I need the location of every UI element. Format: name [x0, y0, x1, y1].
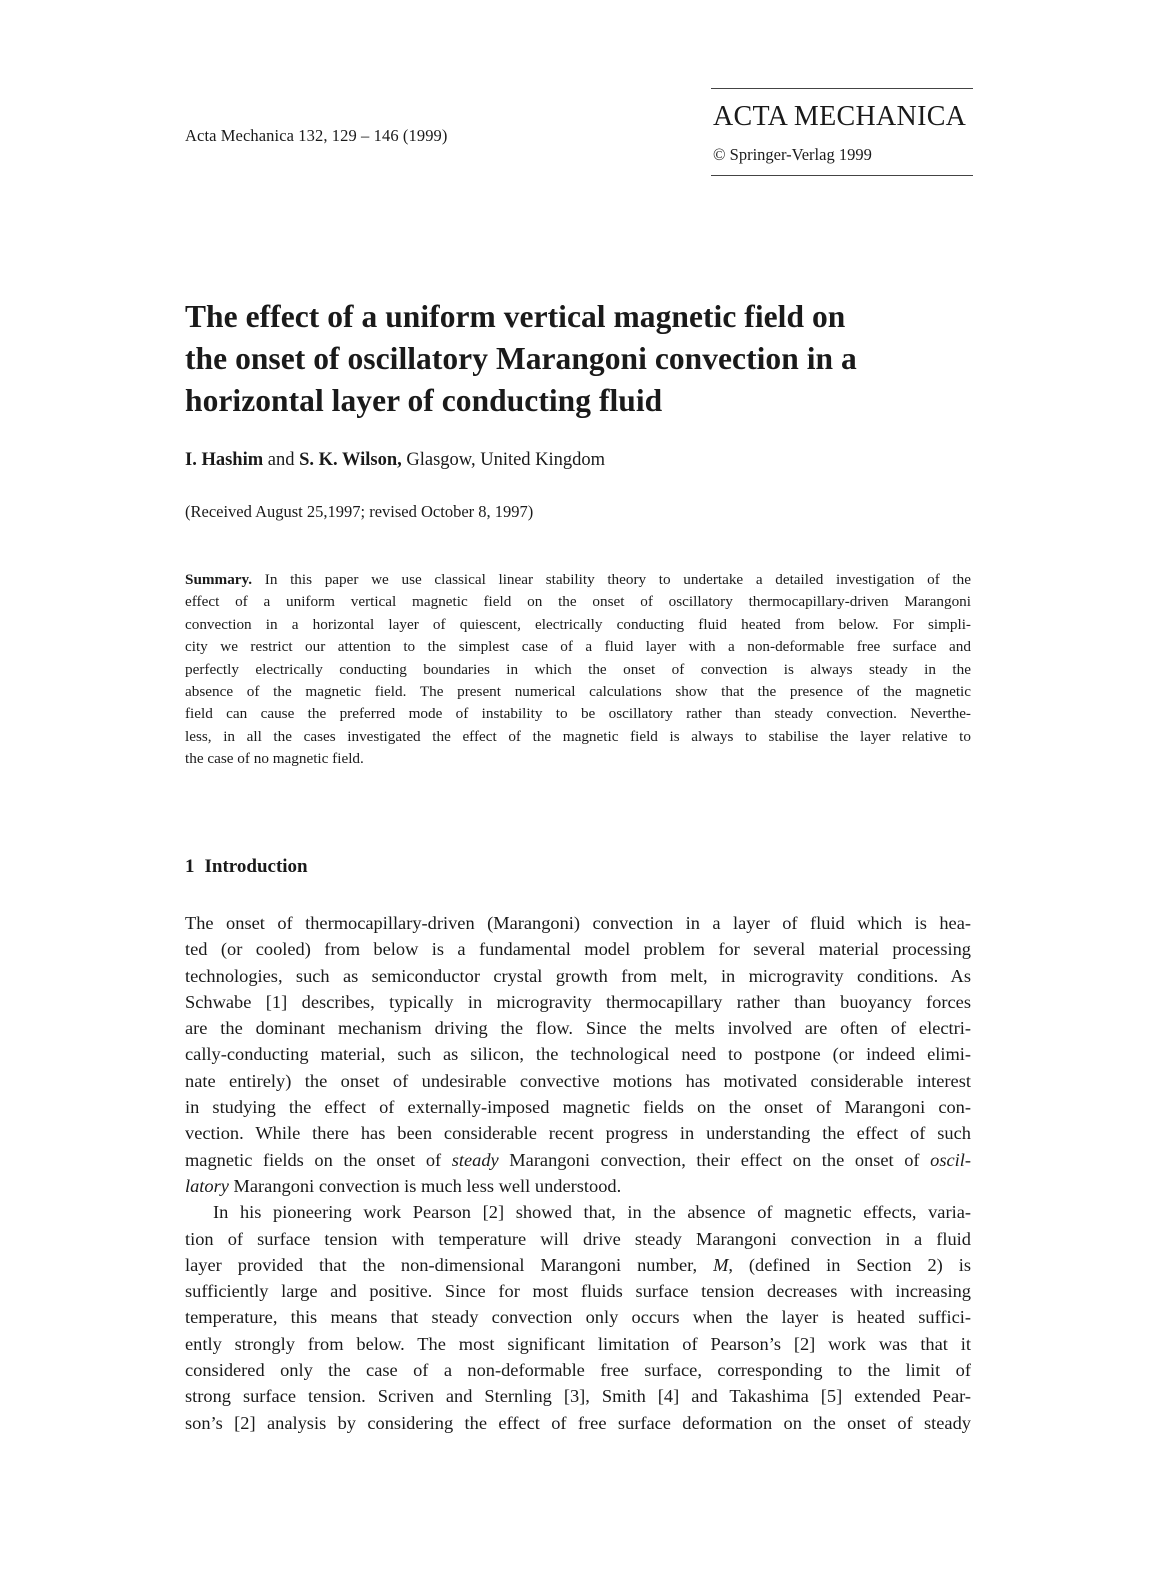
author-affiliation: Glasgow, United Kingdom [406, 450, 606, 470]
copyright-notice: © Springer-Verlag 1999 [713, 145, 872, 164]
summary-block [185, 569, 971, 771]
summary-lead: Summary. [185, 571, 253, 588]
paragraph-line: cally-conducting material, such as silicon, the technological need to postpone (or indeed elimi- [185, 1044, 971, 1065]
paragraph-line: son’s [2] analysis by considering the effect of free surface deformation on the onset of steady [185, 1412, 971, 1433]
paper-title [185, 296, 985, 422]
author-name: S. K. Wilson, [299, 450, 402, 470]
author-line [185, 450, 605, 471]
received-dates: (Received August 25,1997; revised October 8, 1997) [185, 502, 534, 521]
summary-line [185, 569, 971, 591]
paragraph-line [185, 1173, 971, 1199]
paragraph-line: ted (or cooled) from below is a fundamental model problem for several material processing [185, 939, 971, 960]
title-line: horizontal layer of conducting fluid [185, 383, 663, 418]
summary-line: city we restrict our attention to the simplest case of a fluid layer with a non-deformable free surface and [185, 638, 971, 656]
section-title: Introduction [204, 856, 308, 877]
summary-line: absence of the magnetic field. The present numerical calculations show that the presence of the magnetic [185, 683, 971, 701]
summary-line: effect of a uniform vertical magnetic field on the onset of oscillatory thermocapillary-driven Marangoni [185, 593, 971, 611]
text-run: Marangoni convection, their effect on the onset of [498, 1149, 931, 1170]
text-run: Marangoni convection is much less well understood. [228, 1175, 622, 1196]
summary-line: perfectly electrically conducting boundaries in which the onset of convection is always steady in the [185, 660, 971, 678]
body-text [185, 910, 971, 1436]
section-heading [185, 856, 308, 878]
journal-masthead [711, 88, 973, 176]
paragraph-line: vection. While there has been considerable recent progress in understanding the effect of such [185, 1123, 971, 1144]
journal-citation: Acta Mechanica 132, 129 – 146 (1999) [185, 126, 448, 145]
summary-line: the case of no magnetic field. [185, 750, 364, 768]
summary-line: convection in a horizontal layer of quiescent, electrically conducting fluid heated from below. For simpli- [185, 615, 971, 633]
paragraph-line: In his pioneering work Pearson [2] showed that, in the absence of magnetic effects, varia- [213, 1202, 971, 1223]
section-number: 1 [185, 856, 195, 877]
text-run: layer provided that the non-dimensional Marangoni number, [185, 1254, 714, 1275]
paragraph-line: in studying the effect of externally-imposed magnetic fields on the onset of Marangoni con- [185, 1097, 971, 1118]
author-name: I. Hashim [185, 450, 264, 470]
paragraph-line: temperature, this means that steady convection only occurs when the layer is heated suffici- [185, 1307, 971, 1328]
journal-name: ACTA MECHANICA [713, 101, 967, 132]
paragraph-line [185, 1147, 971, 1173]
paragraph-line: nate entirely) the onset of undesirable convective motions has motivated considerable interest [185, 1070, 971, 1091]
paragraph-line: tion of surface tension with temperature will drive steady Marangoni convection in a fluid [185, 1228, 971, 1249]
summary-text: In this paper we use classical linear stability theory to undertake a detailed investigation of the [252, 571, 971, 588]
author-connector: and [267, 450, 295, 470]
text-run: magnetic fields on the onset of [185, 1149, 452, 1170]
italic-term: latory [185, 1175, 229, 1196]
paragraph-line: sufficiently large and positive. Since for most fluids surface tension decreases with increasing [185, 1281, 971, 1302]
paragraph-line [185, 1252, 971, 1278]
paragraph-line: are the dominant mechanism driving the flow. Since the melts involved are often of electri- [185, 1018, 971, 1039]
math-symbol: M [713, 1254, 729, 1275]
title-line: the onset of oscillatory Marangoni convection in a [185, 341, 857, 376]
summary-line: less, in all the cases investigated the effect of the magnetic field is always to stabilise the layer relative to [185, 727, 971, 745]
italic-term: oscil- [930, 1149, 971, 1170]
italic-term: steady [451, 1149, 499, 1170]
paragraph-line: ently strongly from below. The most significant limitation of Pearson’s [2] work was that it [185, 1333, 971, 1354]
title-line: The effect of a uniform vertical magnetic field on [185, 299, 846, 334]
text-run: , (defined in Section 2) is [728, 1254, 971, 1275]
summary-line: field can cause the preferred mode of instability to be oscillatory rather than steady convection. Neverthe- [185, 705, 971, 723]
paragraph-line: strong surface tension. Scriven and Sternling [3], Smith [4] and Takashima [5] extended Pear- [185, 1386, 971, 1407]
paragraph-line: The onset of thermocapillary-driven (Marangoni) convection in a layer of fluid which is hea- [185, 913, 971, 933]
paragraph-line: Schwabe [1] describes, typically in microgravity thermocapillary rather than buoyancy forces [185, 991, 971, 1012]
paragraph-line: considered only the case of a non-deformable free surface, corresponding to the limit of [185, 1360, 971, 1381]
paragraph-line: technologies, such as semiconductor crystal growth from melt, in microgravity conditions. As [185, 965, 971, 986]
